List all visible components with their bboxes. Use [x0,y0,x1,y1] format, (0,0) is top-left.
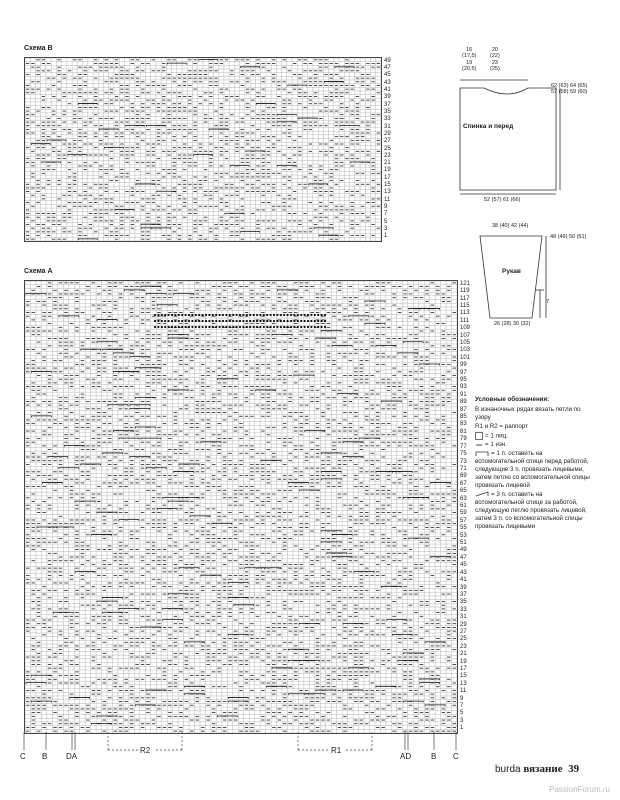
bead-dot [263,326,265,328]
row-number: 5 [460,710,464,717]
schema-b-title: Схема В [24,45,53,52]
sleeve-label: Рукав [502,268,521,275]
bead-dot [208,314,210,316]
bead-dot [225,326,227,328]
bead-dot [314,320,316,322]
bead-dot [161,314,163,316]
bead-dot [164,314,166,316]
bead-dot [202,320,204,322]
bead-dot [181,320,183,322]
row-number: 15 [384,182,391,189]
bead-dot [229,326,231,328]
row-number: 83 [460,421,467,428]
legend-cable-left: = 1 п. оставить на вспомогательной спице перед работой, следующие 3 п. провязать лицевыми, затем петлю со вспомогательной спицы провязать лицевой [475,450,590,490]
bead-dot [307,326,309,328]
bead-dot [212,326,214,328]
bead-dot [161,326,163,328]
cable-right-symbol-icon [475,491,489,497]
bead-dot [317,320,319,322]
bead-dot [154,326,156,328]
watermark: PassionForum.ru [549,785,610,794]
row-number: 87 [460,406,467,413]
bead-dot [157,314,159,316]
row-number: 47 [460,554,467,561]
bead-dot [287,314,289,316]
legend-purl-row [475,441,593,449]
bead-dot [198,320,200,322]
bead-dot [215,326,217,328]
bead-dot [185,326,187,328]
legend-heading: Условные обозначения: [475,396,550,403]
bead-dot [191,326,193,328]
bead-dot [293,314,295,316]
bead-dot [256,326,258,328]
bead-dot [219,314,221,316]
bead-dot [273,314,275,316]
bead-dot [168,320,170,322]
page-footer [495,763,579,775]
bead-dot [324,326,326,328]
row-number: 11 [460,688,467,695]
bead-dot [205,326,207,328]
bead-dot [280,326,282,328]
row-number: 77 [460,443,467,450]
legend-cable-left-row [475,450,593,490]
cable-left-symbol-icon [475,451,489,457]
bead-dot [314,326,316,328]
row-number: 43 [384,79,391,86]
row-number: 7 [384,211,388,218]
row-number: 51 [460,540,467,547]
sleeve-side-dim: 7 [546,299,550,305]
bead-dot [253,320,255,322]
bead-dot [171,320,173,322]
row-number: 31 [460,614,467,621]
bead-dot [225,320,227,322]
sleeve-bottom-dims: 26 (28) 30 (32) [494,321,531,327]
back-front-top-right-dims: 20 (22) 23 (25) [490,47,500,72]
bead-dot [161,320,163,322]
row-number: 69 [460,473,467,480]
row-number: 1 [460,725,464,732]
back-front-outline [456,60,566,200]
row-number: 109 [460,325,471,332]
row-number: 21 [460,651,467,658]
bead-dot [171,326,173,328]
row-number: 61 [460,503,467,509]
row-number: 11 [384,196,391,203]
bead-dot [297,326,299,328]
bead-dot [273,326,275,328]
bead-dot [249,320,251,322]
row-number: 65 [460,488,467,495]
row-number: 111 [460,317,470,324]
bead-dot [191,314,193,316]
bead-dot [266,320,268,322]
bead-dot [157,320,159,322]
bead-dot [236,326,238,328]
bead-dot [259,326,261,328]
row-number: 9 [460,695,464,702]
bead-dot [321,314,323,316]
bead-dot [300,326,302,328]
bead-dot [195,314,197,316]
bead-dot [171,314,173,316]
row-number: 5 [384,218,388,225]
bead-dot [242,314,244,316]
row-number: 59 [460,510,467,517]
row-number: 105 [460,339,471,346]
row-number: 19 [460,658,467,665]
bead-dot [188,326,190,328]
schema-b-row-numbers [384,57,404,240]
bead-dot [283,314,285,316]
row-number: 21 [384,160,391,167]
bead-dot [185,320,187,322]
schema-b-grid [25,58,381,241]
row-number: 67 [460,480,467,487]
label-c-left: C [20,752,26,761]
bead-dot [321,320,323,322]
bead-dot [310,314,312,316]
footer-magazine: вязание [523,763,563,775]
bead-dot [253,326,255,328]
row-number: 119 [460,288,470,295]
bead-dot [246,314,248,316]
bead-dot [256,320,258,322]
row-number: 41 [384,86,391,93]
legend-note: В изнаночных рядах вязать петли по узору [475,405,581,421]
legend-cable-right: = 3 п. оставить на вспомогательной спице за работой, следующую петлю провязать лицевой, затем 3 п. со вспомогательной спицы провязать лицевыми [475,490,587,530]
bead-dot [154,320,156,322]
row-number: 29 [460,621,467,628]
bead-dot [174,326,176,328]
row-number: 23 [384,152,391,159]
row-number: 19 [384,167,391,174]
label-b-right: B [431,752,437,761]
bead-dot [164,320,166,322]
bead-dot [266,314,268,316]
row-number: 71 [460,465,467,472]
bead-dot [276,314,278,316]
bead-dot [287,326,289,328]
bead-dot [181,314,183,316]
row-number: 101 [460,354,471,361]
bead-dot [205,320,207,322]
row-number: 25 [460,636,467,643]
row-number: 49 [384,57,391,64]
bead-dot [246,320,248,322]
bead-dot [185,314,187,316]
bead-dot [263,314,265,316]
bead-dot [310,320,312,322]
bead-dot [212,320,214,322]
row-number: 33 [460,606,467,613]
schema-a-chart [24,280,458,734]
bead-dot [154,314,156,316]
bead-dot [168,314,170,316]
sleeve-right-dims: 48 (49) 50 (51) [550,234,587,240]
bead-dot [317,314,319,316]
row-number: 17 [460,666,467,673]
bead-dot [276,320,278,322]
row-number: 115 [460,302,470,309]
bead-dot [239,314,241,316]
row-number: 35 [460,599,467,606]
row-number: 95 [460,377,467,384]
bead-dot [178,320,180,322]
bead-dot [304,326,306,328]
bead-dot [297,314,299,316]
bead-dot [242,326,244,328]
bead-dot [229,314,231,316]
bead-dot [300,314,302,316]
bead-dot [239,320,241,322]
row-number: 29 [384,130,391,137]
back-front-label: Спинка и перед [463,123,514,130]
bead-dot [314,314,316,316]
row-number: 3 [384,226,388,233]
back-front-right-dims: 62 (63) 64 (65) 57 (58) 59 (60) [551,83,588,96]
bead-dot [280,314,282,316]
row-number: 37 [460,591,467,598]
row-number: 45 [384,72,391,79]
bead-dot [307,314,309,316]
bead-dot [246,326,248,328]
footer-page-number: 39 [568,763,580,775]
row-number: 27 [460,628,467,635]
row-number: 3 [460,717,464,724]
bead-dot [307,320,309,322]
row-number: 81 [460,428,467,435]
label-da: DA [66,752,78,761]
bead-dot [178,326,180,328]
row-number: 13 [384,189,391,196]
row-number: 75 [460,451,467,458]
row-number: 13 [460,680,467,687]
row-number: 23 [460,643,467,650]
bead-dot [236,320,238,322]
row-number: 55 [460,525,467,532]
bead-dot [195,326,197,328]
bead-dot [266,326,268,328]
bead-dot [324,320,326,322]
bead-dot [249,314,251,316]
bead-dot [188,320,190,322]
bead-dot [293,320,295,322]
row-number: 85 [460,414,467,421]
bead-dot [297,320,299,322]
bead-dot [212,314,214,316]
row-number: 17 [384,174,391,181]
bead-dot [215,314,217,316]
legend-repeat: R1 и R2 = раппорт [475,422,528,430]
row-number: 53 [460,532,467,539]
row-number: 7 [460,703,464,710]
bead-dot [283,326,285,328]
legend-cable-right-row [475,491,593,531]
row-number: 79 [460,436,467,443]
label-b-left: B [42,752,48,761]
row-number: 45 [460,562,467,569]
row-number: 39 [460,584,467,591]
bead-dot [324,314,326,316]
bead-dot [317,326,319,328]
label-r2: R2 [140,746,151,755]
bead-dot [283,320,285,322]
schema-a-title: Схема А [24,268,53,275]
legend [475,396,593,532]
bead-dot [310,326,312,328]
bead-dot [188,314,190,316]
bead-dot [215,320,217,322]
bead-dot [168,326,170,328]
bead-dot [276,326,278,328]
bead-dot [270,314,272,316]
bead-dot [293,326,295,328]
bead-dot [164,326,166,328]
bead-dot [270,326,272,328]
row-number: 103 [460,347,471,354]
bead-dot [290,314,292,316]
row-number: 37 [384,101,391,108]
row-number: 73 [460,458,467,465]
bead-dot [263,320,265,322]
bead-dot [259,314,261,316]
sleeve-outline [476,228,556,328]
bead-dot [157,326,159,328]
schema-b-chart [24,57,382,242]
bead-dot [202,326,204,328]
label-ad: AD [400,752,412,761]
row-number: 121 [460,280,471,287]
row-number: 91 [460,391,467,398]
knit-symbol-icon [475,432,483,440]
sleeve-top-dims: 38 (40) 42 (44) [492,223,529,229]
bead-dot [222,320,224,322]
bead-dot [191,320,193,322]
bead-dot [232,314,234,316]
row-number: 99 [460,362,467,369]
bead-dot [208,326,210,328]
back-front-top-left-dims: 16 (17,5) 19 (20,5) [462,47,477,72]
legend-knit: = 1 лиц. [485,432,508,440]
bead-dot [222,314,224,316]
schema-a-grid [25,281,457,733]
bead-dot [249,326,251,328]
row-number: 43 [460,569,467,576]
row-number: 25 [384,145,391,152]
bead-dot [280,320,282,322]
bead-dot [195,320,197,322]
row-number: 63 [460,495,467,502]
bead-dot [321,326,323,328]
bead-dot [304,320,306,322]
row-number: 93 [460,384,467,391]
bead-dot [273,320,275,322]
label-r1: R1 [331,746,342,755]
row-number: 89 [460,399,467,406]
bead-dot [304,314,306,316]
bead-dot [198,314,200,316]
row-number: 41 [460,577,467,584]
bead-dot [174,314,176,316]
bead-dot [229,320,231,322]
back-front-bottom-dims: 52 (57) 61 (66) [484,197,521,203]
bead-dot [222,326,224,328]
row-number: 49 [460,547,467,554]
purl-symbol-icon [475,442,483,448]
bead-dot [236,314,238,316]
row-number: 117 [460,295,470,302]
row-number: 31 [384,123,391,130]
bead-dot [242,320,244,322]
bead-dot [290,320,292,322]
bead-dot [300,320,302,322]
bead-dot [181,326,183,328]
row-number: 27 [384,138,391,145]
legend-purl: = 1 изн. [485,441,507,449]
bead-dot [225,314,227,316]
bead-dot [253,314,255,316]
row-number: 97 [460,369,467,376]
bead-dot [239,326,241,328]
bead-dot [256,314,258,316]
footer-brand: burda [495,764,521,775]
row-number: 15 [460,673,467,680]
bead-dot [202,314,204,316]
row-number: 39 [384,94,391,101]
row-number: 57 [460,517,467,524]
bead-dot [178,314,180,316]
bead-dot [219,326,221,328]
row-number: 35 [384,108,391,115]
bead-dot [198,326,200,328]
bead-dot [232,320,234,322]
row-number: 33 [384,116,391,123]
bead-dot [208,320,210,322]
legend-knit-row [475,432,593,441]
row-number: 1 [384,233,388,240]
label-c-right: C [453,752,459,761]
bead-dot [290,326,292,328]
bead-dot [205,314,207,316]
bead-dot [174,320,176,322]
bead-dot [270,320,272,322]
bead-dot [219,320,221,322]
row-number: 113 [460,310,470,317]
bead-dot [259,320,261,322]
row-number: 107 [460,332,471,339]
bead-dot [287,320,289,322]
bead-dot [232,326,234,328]
row-number: 9 [384,204,388,211]
row-number: 47 [384,64,391,71]
